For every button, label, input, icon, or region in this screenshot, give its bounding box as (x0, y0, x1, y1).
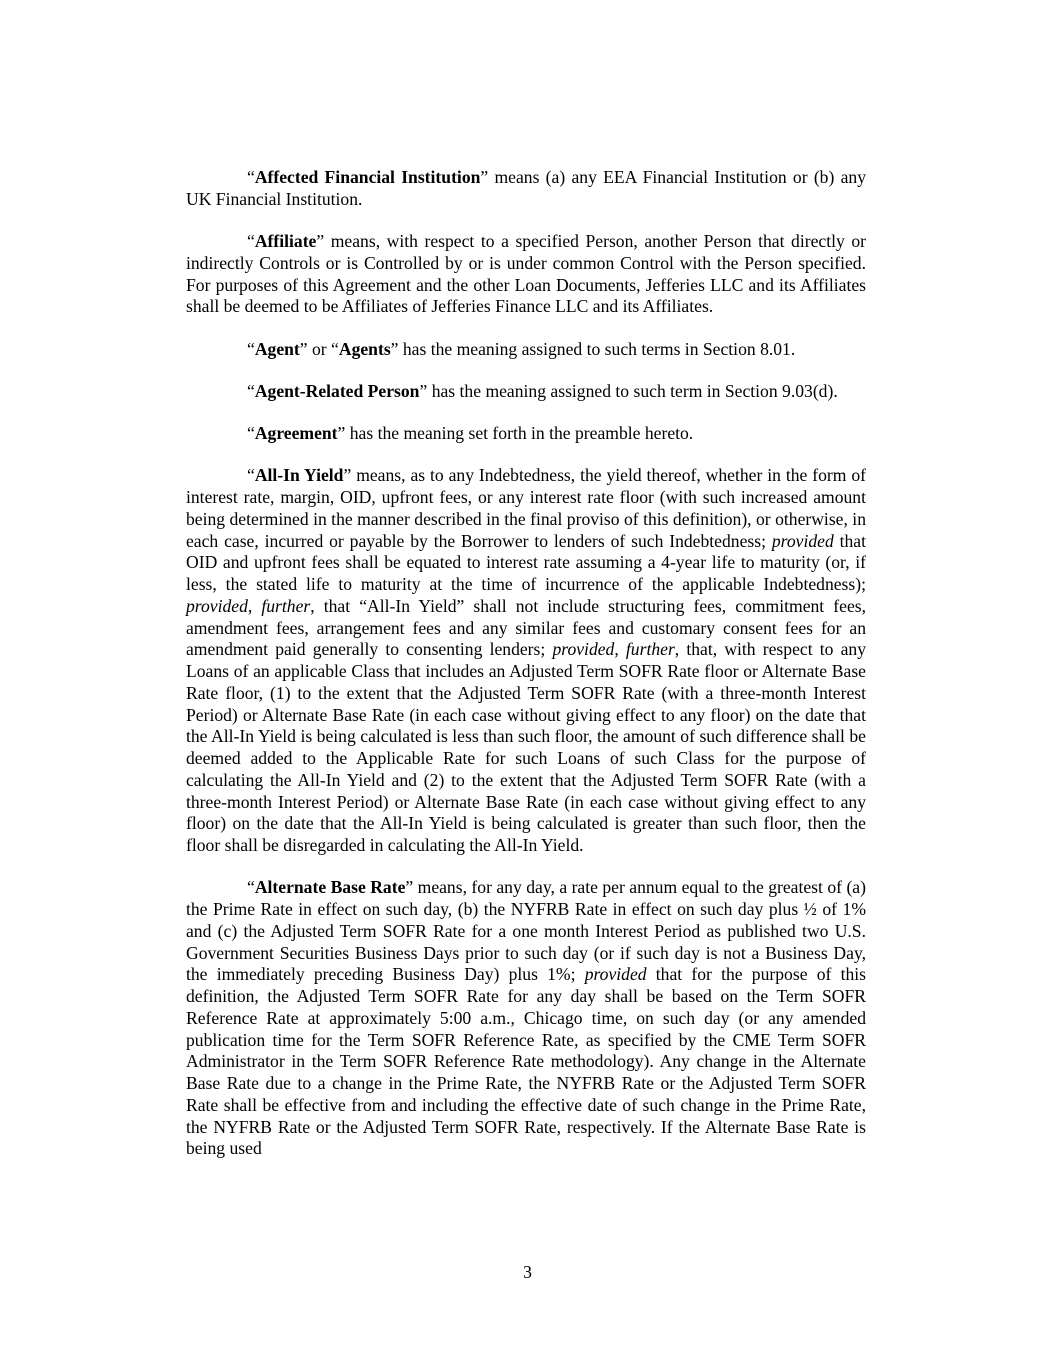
italic-proviso: further (625, 639, 675, 660)
definition-text: , that “All-In Yield” shall not include structuring fees, commitment fees, amendment fees, arrangement fees and any similar fees and customary consent fees for an amendment paid generally to consenting lenders; (186, 595, 866, 660)
definition-text: , (247, 595, 262, 616)
defined-term: Agents (338, 338, 391, 359)
definition-text: has the meaning set forth in the preamble hereto. (345, 423, 694, 443)
defined-term: Agent (254, 338, 300, 359)
definition-text: means, as to any Indebtedness, the yield thereof, whether in the form of interest rate, margin, OID, upfront fees, or any interest rate floor (with such increased amount being determined in the manner described in the final proviso of this definition), or otherwise, in each case, incurred or payable by the Borrower to lenders of such Indebtedness; (186, 465, 867, 551)
term-connector: or (307, 338, 332, 359)
definition-all-in-yield: “All-In Yield” means, as to any Indebtedness, the yield thereof, whether in the form of interest rate, margin, OID, upfront fees, or any interest rate floor (with such increased amount being determined in the manner described in the final proviso of this definition), or otherwise, in each case, incurred or payable by the Borrower to lenders of such Indebtedness; provided that OID and upfront fees shall be equated to interest rate assuming a 4-year life to maturity (or, if less, the stated life to maturity at the time of incurrence of the applicable Indebtedness); provided, further, that “All-In Yield” shall not include structuring fees, commitment fees, amendment fees, arrangement fees and any similar fees and customary consent fees for an amendment paid generally to consenting lenders; provided, further, that, with respect to any Loans of an applicable Class that includes an Adjusted Term SOFR Rate floor or Alternate Base Rate floor, (1) to the extent that the Adjusted Term SOFR Rate (with a three-month Interest Period) or Alternate Base Rate (in each case without giving effect to any floor) on the date that the All-In Yield is being calculated is less than such floor, the amount of such difference shall be deemed added to the Applicable Rate for such Loans of such Class for the purpose of calculating the All-In Yield and (2) to the extent that the Adjusted Term SOFR Rate (with a three-month Interest Period) or Alternate Base Rate (in each case without giving effect to any floor) on the date that the All-In Yield is being calculated is greater than such floor, then the floor shall be disregarded in calculating the All-In Yield. (186, 465, 867, 855)
defined-term: Agent-Related Person (254, 380, 420, 401)
definition-affiliate: “Affiliate” means, with respect to a specified Person, another Person that directly or indirectly Controls or is Controlled by or is under common Control with the Person specified. For purposes of this Agreement and the other Loan Documents, Jefferies LLC and its Affiliates shall be deemed to be Affiliates of Jefferies Finance LLC and its Affiliates. (186, 231, 866, 317)
document-body (186, 167, 866, 1160)
definition-agent-related-person: “Agent-Related Person” has the meaning assigned to such term in Section 9.03(d). (247, 380, 838, 401)
definition-text: means, with respect to a specified Person, another Person that directly or indirectly Controls or is Controlled by or is under common Control with the Person specified. For purposes of this Agreement and the other Loan Documents, Jefferies LLC and its Affiliates shall be deemed to be Affiliates of Jefferies Finance LLC and its Affiliates. (186, 231, 866, 317)
defined-term: Alternate Base Rate (254, 877, 406, 898)
defined-term: Affected Financial Institution (254, 167, 481, 187)
definition-text: , that, with respect to any Loans of an applicable Class that includes an Adjusted Term SOFR Rate floor or Alternate Base Rate floor, (1) to the extent that the Adjusted Term SOFR Rate (with a three-month Interest Period) or Alternate Base Rate (in each case without giving effect to any floor) on the date that the All-In Yield is being calculated is less than such floor, the amount of such difference shall be deemed added to the Applicable Rate for such Loans of such Class for the purpose of calculating the All-In Yield and (2) to the extent that the Adjusted Term SOFR Rate (with a three-month Interest Period) or Alternate Base Rate (in each case without giving effect to any floor) on the date that the All-In Yield is being calculated is greater than such floor, then the floor shall be disregarded in calculating the All-In Yield. (186, 639, 867, 855)
definition-text: that OID and upfront fees shall be equated to interest rate assuming a 4-year life to maturity (or, if less, the stated life to maturity at the time of incurrence of the applicable Indebtedness); (186, 530, 867, 594)
definition-text: means (a) any EEA Financial Institution or (b) any UK Financial Institution. (186, 167, 866, 209)
italic-proviso: provided (584, 964, 647, 985)
italic-proviso: provided (771, 530, 834, 551)
italic-proviso: provided (186, 595, 248, 616)
defined-term: All-In Yield (254, 465, 344, 486)
definition-text: has the meaning assigned to such term in Section 9.03(d). (427, 380, 838, 401)
definition-alternate-base-rate: “Alternate Base Rate” means, for any day, a rate per annum equal to the greatest of (a) the Prime Rate in effect on such day, (b) the NYFRB Rate in effect on such day plus ½ of 1% and (c) the Adjusted Term SOFR Rate for a one month Interest Period as published two U.S. Government Securities Business Days prior to such day (or if such day is not a Business Day, the immediately preceding Business Day) plus 1%; provided that for the purpose of this definition, the Adjusted Term SOFR Rate for any day shall be based on the Term SOFR Reference Rate at approximately 5:00 a.m., Chicago time, on such day (or any amended publication time for the Term SOFR Reference Rate, as specified by the CME Term SOFR Administrator in the Term SOFR Reference Rate methodology). Any change in the Alternate Base Rate due to a change in the Prime Rate, the NYFRB Rate or the Adjusted Term SOFR Rate shall be effective from and including the effective date of such change in the Prime Rate, the NYFRB Rate or the Adjusted Term SOFR Rate, respectively. If the Alternate Base Rate is being used (186, 877, 867, 1159)
definition-text: means, for any day, a rate per annum equal to the greatest of (a) the Prime Rate in effect on such day, (b) the NYFRB Rate in effect on such day plus ½ of 1% and (c) the Adjusted Term SOFR Rate for a one month Interest Period as published two U.S. Government Securities Business Days prior to such day (or if such day is not a Business Day, the immediately preceding Business Day) plus 1%; (186, 877, 866, 985)
definition-affected-financial-institution: “Affected Financial Institution” means (a) any EEA Financial Institution or (b) any UK Financial Institution. (186, 167, 866, 209)
definition-agent: “Agent” or “Agents” has the meaning assigned to such terms in Section 8.01. (247, 338, 796, 359)
definition-text: , (614, 639, 626, 660)
defined-term: Agreement (254, 423, 338, 443)
italic-proviso: provided (552, 639, 615, 660)
defined-term: Affiliate (254, 231, 317, 251)
italic-proviso: further (261, 595, 311, 616)
page-number: 3 (523, 1262, 532, 1282)
definition-text: has the meaning assigned to such terms in Section 8.01. (398, 338, 796, 359)
definition-agreement: “Agreement” has the meaning set forth in the preamble hereto. (247, 423, 694, 443)
definition-text: that for the purpose of this definition, the Adjusted Term SOFR Rate for any day shall be based on the Term SOFR Reference Rate at approximately 5:00 a.m., Chicago time, on such day (or any amended publication time for the Term SOFR Reference Rate, as specified by the CME Term SOFR Administrator in the Term SOFR Reference Rate methodology). Any change in the Alternate Base Rate due to a change in the Prime Rate, the NYFRB Rate or the Adjusted Term SOFR Rate shall be effective from and including the effective date of such change in the Prime Rate, the NYFRB Rate or the Adjusted Term SOFR Rate, respectively. If the Alternate Base Rate is being used (186, 964, 867, 1159)
